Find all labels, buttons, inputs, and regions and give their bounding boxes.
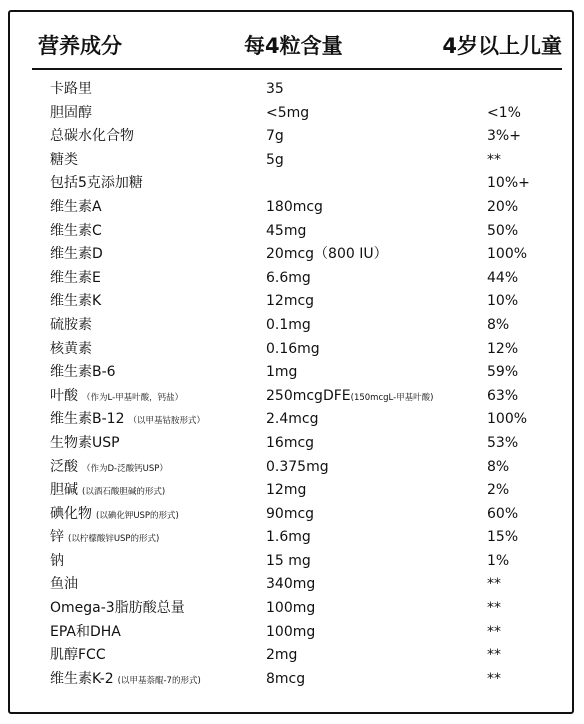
nutrient-amount: <5mg xyxy=(266,104,310,121)
nutrient-amount: 250mcgDFE xyxy=(266,387,351,404)
nutrient-amount-cell xyxy=(266,220,306,244)
nutrient-name: 维生素C xyxy=(50,222,102,239)
nutrient-row xyxy=(0,196,584,220)
nutrient-row xyxy=(0,290,584,314)
nutrient-daily-value: 8% xyxy=(487,458,510,475)
nutrient-name-cell xyxy=(50,196,102,220)
nutrient-daily-value: ** xyxy=(487,623,501,640)
nutrient-note: (以甲基萘醌-7的形式) xyxy=(117,675,201,686)
nutrient-row xyxy=(0,644,584,668)
nutrient-name-cell xyxy=(50,338,92,362)
nutrient-amount-cell xyxy=(266,243,388,267)
nutrient-amount-cell xyxy=(266,408,319,432)
amount-note: (150mcgL-甲基叶酸) xyxy=(350,392,434,403)
nutrient-name: 维生素A xyxy=(50,198,102,215)
nutrient-daily-value: 44% xyxy=(487,269,519,286)
nutrient-note: （以甲基钴胺形式） xyxy=(128,416,205,427)
nutrient-amount: 15 mg xyxy=(266,552,311,569)
nutrient-amount: 6.6mg xyxy=(266,269,311,286)
nutrient-name-cell xyxy=(50,503,179,529)
nutrient-row xyxy=(0,550,584,574)
nutrient-amount-cell xyxy=(266,149,284,173)
nutrient-daily-value: ** xyxy=(487,600,501,617)
nutrient-amount-cell xyxy=(266,432,314,456)
nutrient-name: 核黄素 xyxy=(50,340,92,357)
nutrient-amount-cell xyxy=(266,196,323,220)
nutrient-name: 硫胺素 xyxy=(50,316,92,333)
nutrient-amount-cell xyxy=(266,644,297,668)
nutrient-row xyxy=(0,78,584,102)
nutrient-daily-value: 50% xyxy=(487,222,519,239)
nutrient-row xyxy=(0,149,584,173)
nutrient-amount-cell xyxy=(266,479,306,503)
nutrient-row xyxy=(0,172,584,196)
nutrient-name: 维生素D xyxy=(50,246,103,263)
nutrient-name-cell xyxy=(50,149,78,173)
nutrient-name: 锌 xyxy=(50,529,64,546)
nutrient-amount-cell xyxy=(266,526,311,550)
nutrient-name-cell xyxy=(50,102,92,126)
nutrient-row xyxy=(0,102,584,126)
nutrient-name-cell xyxy=(50,267,101,291)
nutrient-amount: 5g xyxy=(266,151,284,168)
nutrient-daily-value: 53% xyxy=(487,434,519,451)
nutrient-row xyxy=(0,668,584,692)
nutrient-amount-cell xyxy=(266,267,311,291)
nutrient-name: 维生素K xyxy=(50,293,102,310)
nutrient-name: 糖类 xyxy=(50,151,78,168)
nutrient-name: 维生素B-12 xyxy=(50,411,125,428)
nutrient-list xyxy=(0,78,584,691)
nutrient-name-cell xyxy=(50,432,120,456)
nutrient-name-cell xyxy=(50,597,185,621)
nutrient-amount-cell xyxy=(266,78,284,102)
nutrient-amount-cell xyxy=(266,290,314,314)
nutrient-amount: 1.6mg xyxy=(266,529,311,546)
nutrient-name: 碘化物 xyxy=(50,505,92,522)
nutrient-name: Omega-3脂肪酸总量 xyxy=(50,600,185,617)
nutrient-daily-value: 60% xyxy=(487,505,519,522)
nutrient-name: 泛酸 xyxy=(50,458,78,475)
nutrient-amount: 0.375mg xyxy=(266,458,329,475)
header-amount: 每4粒含量 xyxy=(244,34,343,58)
nutrient-row xyxy=(0,456,584,480)
nutrient-note: (以柠檬酸锌USP的形式) xyxy=(68,534,160,545)
nutrient-name: 胆固醇 xyxy=(50,104,92,121)
header-divider xyxy=(32,68,562,70)
nutrient-amount: 0.1mg xyxy=(266,316,311,333)
nutrient-amount-cell xyxy=(266,503,314,527)
nutrient-amount-cell xyxy=(266,573,315,597)
nutrient-name: 维生素B-6 xyxy=(50,364,116,381)
nutrient-row xyxy=(0,573,584,597)
nutrient-amount: 8mcg xyxy=(266,670,306,687)
nutrient-amount-cell xyxy=(266,125,284,149)
nutrient-amount: 2.4mcg xyxy=(266,411,319,428)
nutrient-daily-value: <1% xyxy=(487,104,521,121)
nutrient-note: （作为L-甲基叶酸，钙盐） xyxy=(82,392,184,403)
nutrient-row xyxy=(0,385,584,409)
nutrient-daily-value: 20% xyxy=(487,198,519,215)
nutrient-daily-value: 1% xyxy=(487,552,510,569)
nutrient-amount: 7g xyxy=(266,128,284,145)
nutrient-name: 总碳水化合物 xyxy=(50,128,134,145)
nutrient-name-cell xyxy=(50,526,159,552)
nutrient-name-cell xyxy=(50,479,165,505)
nutrient-amount: 340mg xyxy=(266,576,316,593)
nutrient-daily-value: 10% xyxy=(487,293,519,310)
nutrient-name-cell xyxy=(50,456,168,482)
nutrient-row xyxy=(0,243,584,267)
nutrient-row xyxy=(0,621,584,645)
nutrient-amount-cell xyxy=(266,102,309,126)
nutrient-name-cell xyxy=(50,220,102,244)
nutrient-daily-value: 2% xyxy=(487,482,510,499)
nutrient-amount-cell xyxy=(266,314,311,338)
header-nutrient: 营养成分 xyxy=(38,34,122,58)
nutrient-name-cell xyxy=(50,78,92,102)
nutrient-row xyxy=(0,338,584,362)
nutrient-name: 维生素K-2 xyxy=(50,670,114,687)
nutrient-name-cell xyxy=(50,668,201,694)
table-header xyxy=(38,30,562,64)
nutrient-name-cell xyxy=(50,644,106,668)
nutrient-amount: 100mg xyxy=(266,600,316,617)
nutrient-amount: 20mcg（800 IU） xyxy=(266,246,388,263)
nutrient-amount: 2mg xyxy=(266,647,298,664)
nutrient-name-cell xyxy=(50,621,121,645)
nutrient-amount-cell xyxy=(266,597,315,621)
nutrient-row xyxy=(0,503,584,527)
nutrient-daily-value: ** xyxy=(487,670,501,687)
nutrient-row xyxy=(0,526,584,550)
nutrient-amount-cell xyxy=(266,550,311,574)
nutrient-name-cell xyxy=(50,573,78,597)
nutrient-name-cell xyxy=(50,408,205,434)
header-daily-value: 4岁以上儿童 xyxy=(442,34,562,58)
nutrient-row xyxy=(0,314,584,338)
nutrient-name: 生物素USP xyxy=(50,434,120,451)
nutrient-amount: 100mg xyxy=(266,623,316,640)
nutrient-amount-cell xyxy=(266,385,433,411)
nutrient-daily-value: 15% xyxy=(487,529,519,546)
nutrient-name: 肌醇FCC xyxy=(50,647,106,664)
nutrient-name-cell xyxy=(50,172,143,196)
nutrient-row xyxy=(0,432,584,456)
nutrient-daily-value: 10%+ xyxy=(487,175,530,192)
nutrient-amount: 90mcg xyxy=(266,505,315,522)
nutrient-amount-cell xyxy=(266,361,297,385)
nutrient-name-cell xyxy=(50,290,101,314)
nutrient-amount-cell xyxy=(266,668,305,692)
nutrient-row xyxy=(0,267,584,291)
nutrient-note: (以酒石酸胆碱的形式) xyxy=(82,487,166,498)
nutrient-name-cell xyxy=(50,550,64,574)
nutrient-note: （作为D-泛酸钙USP） xyxy=(82,463,168,474)
nutrient-amount-cell xyxy=(266,621,315,645)
nutrient-name: 胆碱 xyxy=(50,482,78,499)
nutrient-daily-value: 12% xyxy=(487,340,519,357)
nutrient-row xyxy=(0,597,584,621)
nutrient-name: 卡路里 xyxy=(50,81,92,97)
nutrient-amount: 16mcg xyxy=(266,434,315,451)
nutrient-daily-value: 100% xyxy=(487,411,528,428)
nutrient-daily-value: ** xyxy=(487,576,501,593)
nutrient-amount: 1mg xyxy=(266,364,298,381)
nutrient-amount: 35 xyxy=(266,81,284,97)
nutrient-amount-cell xyxy=(266,338,320,362)
nutrient-row xyxy=(0,361,584,385)
nutrient-name: 维生素E xyxy=(50,269,101,286)
nutrient-amount: 45mg xyxy=(266,222,307,239)
nutrient-name: 钠 xyxy=(50,552,64,569)
nutrient-amount: 12mcg xyxy=(266,293,315,310)
nutrient-amount: 180mcg xyxy=(266,198,323,215)
nutrient-name: EPA和DHA xyxy=(50,623,121,640)
nutrient-amount: 12mg xyxy=(266,482,307,499)
nutrient-name-cell xyxy=(50,385,183,411)
nutrient-daily-value: 3%+ xyxy=(487,128,521,145)
nutrient-row xyxy=(0,408,584,432)
nutrient-row xyxy=(0,479,584,503)
nutrient-name-cell xyxy=(50,361,116,385)
nutrient-daily-value: 8% xyxy=(487,316,510,333)
nutrient-amount: 0.16mg xyxy=(266,340,320,357)
nutrient-daily-value: 100% xyxy=(487,246,528,263)
nutrient-row xyxy=(0,125,584,149)
nutrient-daily-value: 59% xyxy=(487,364,519,381)
nutrient-name-cell xyxy=(50,314,92,338)
nutrient-amount-cell xyxy=(266,456,329,480)
nutrient-name-cell xyxy=(50,125,134,149)
nutrient-note: (以碘化钾USP的形式) xyxy=(96,510,179,521)
nutrient-name: 鱼油 xyxy=(50,576,78,593)
nutrient-row xyxy=(0,220,584,244)
nutrient-name-cell xyxy=(50,243,103,267)
nutrient-name: 叶酸 xyxy=(50,387,78,404)
nutrient-daily-value: ** xyxy=(487,151,501,168)
nutrient-daily-value: 63% xyxy=(487,387,519,404)
nutrient-name: 包括5克添加糖 xyxy=(50,175,143,192)
nutrient-daily-value: ** xyxy=(487,647,501,664)
